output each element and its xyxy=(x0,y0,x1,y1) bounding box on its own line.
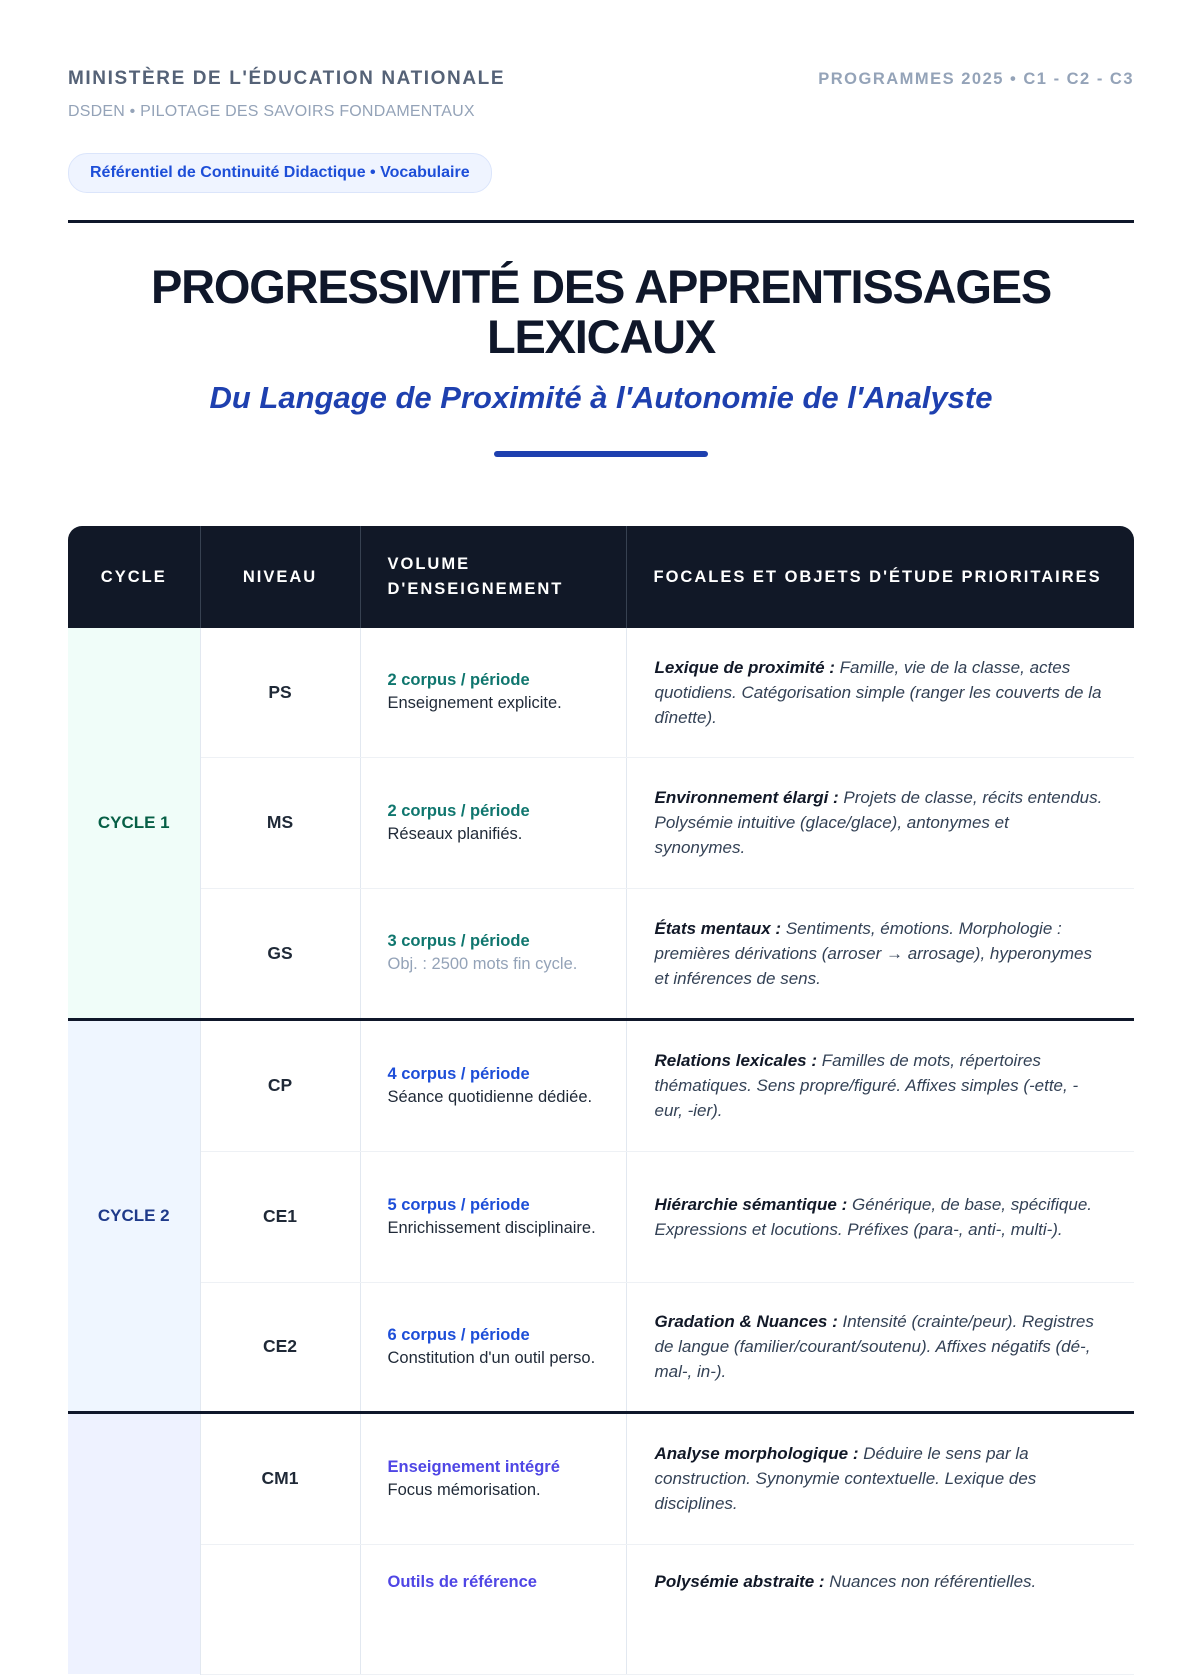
niveau-cell: PS xyxy=(200,628,360,757)
niveau-cell: CP xyxy=(200,1019,360,1151)
niveau-cell: MS xyxy=(200,757,360,888)
table-row xyxy=(68,1412,1134,1544)
header-volume-line-2: D'ENSEIGNEMENT xyxy=(387,580,564,598)
table-row xyxy=(68,1019,1134,1151)
niveau-cell: CE1 xyxy=(200,1151,360,1282)
focus-title: Polysémie abstraite : xyxy=(654,1571,825,1591)
niveau-cell: CE2 xyxy=(200,1282,360,1412)
volume-label: 5 corpus / période xyxy=(387,1195,530,1214)
title-accent-bar xyxy=(494,451,708,457)
niveau-cell: GS xyxy=(200,888,360,1019)
page-title xyxy=(68,262,1134,362)
volume-cell xyxy=(360,1544,626,1674)
volume-cell xyxy=(360,1151,626,1282)
volume-cell xyxy=(360,1019,626,1151)
focus-cell xyxy=(626,1019,1134,1151)
focus-text: Générique, de base, spécifique. Expressions et locutions. Préfixes (para-, anti-, multi-). xyxy=(654,1194,1093,1239)
focus-cell xyxy=(626,757,1134,888)
table-row xyxy=(68,1151,1134,1282)
progression-table xyxy=(68,526,1134,1675)
focus-title: Gradation & Nuances : xyxy=(654,1312,838,1331)
referentiel-badge: Référentiel de Continuité Didactique • Vocabulaire xyxy=(68,153,492,193)
volume-cell xyxy=(360,757,626,888)
volume-cell xyxy=(360,1412,626,1544)
volume-label: 2 corpus / période xyxy=(387,801,530,820)
table-row xyxy=(68,1282,1134,1412)
volume-note: Obj. : 2500 mots fin cycle. xyxy=(387,955,578,973)
focus-text: Sentiments, émotions. Morphologie : premières dérivations (arroser → arrosage), hyperonymes et inférences de sens. xyxy=(654,918,1092,988)
focus-title: États mentaux : xyxy=(654,918,782,938)
focus-cell xyxy=(626,628,1134,757)
header-niveau: NIVEAU xyxy=(200,526,360,628)
focus-title: Analyse morphologique : xyxy=(654,1444,859,1463)
focus-title: Environnement élargi : xyxy=(654,788,839,807)
header-focales: FOCALES ET OBJETS D'ÉTUDE PRIORITAIRES xyxy=(626,526,1134,628)
page-title-line-1: PROGRESSIVITÉ DES APPRENTISSAGES xyxy=(150,260,1052,313)
focus-cell xyxy=(626,1151,1134,1282)
cycle-cell: CYCLE 2 xyxy=(68,1019,200,1412)
volume-cell xyxy=(360,888,626,1019)
table-header-row xyxy=(68,526,1134,628)
volume-note: Focus mémorisation. xyxy=(387,1480,541,1499)
volume-note: Constitution d'un outil perso. xyxy=(387,1348,596,1367)
focus-text: Nuances non référentielles. xyxy=(824,1571,1037,1591)
volume-label: 2 corpus / période xyxy=(387,671,530,690)
focus-text: Familles de mots, répertoires thématiques. Sens propre/figuré. Affixes simples (-ette, -eur, -ier). xyxy=(654,1051,1079,1120)
focus-cell xyxy=(626,888,1134,1019)
niveau-cell xyxy=(200,1544,360,1674)
dsden-subtitle: DSDEN • PILOTAGE DES SAVOIRS FONDAMENTAUX xyxy=(68,103,475,120)
volume-label: Outils de référence xyxy=(387,1572,537,1591)
focus-title: Relations lexicales : xyxy=(654,1051,818,1070)
header-volume xyxy=(360,526,626,628)
focus-cell xyxy=(626,1412,1134,1544)
niveau-cell: CM1 xyxy=(200,1412,360,1544)
cycle-cell xyxy=(68,1412,200,1674)
header-cycle: CYCLE xyxy=(68,526,200,628)
volume-label: Enseignement intégré xyxy=(387,1457,560,1476)
focus-text: Déduire le sens par la construction. Synonymie contextuelle. Lexique des disciplines. xyxy=(654,1444,1037,1513)
volume-label: 4 corpus / période xyxy=(387,1064,530,1083)
header-volume-line-1: VOLUME xyxy=(387,555,471,573)
volume-note: Enrichissement disciplinaire. xyxy=(387,1218,596,1237)
focus-cell xyxy=(626,1544,1134,1674)
page-title-line-2: LEXICAUX xyxy=(486,310,716,363)
document-page xyxy=(68,0,1134,1591)
ministry-name: MINISTÈRE DE L'ÉDUCATION NATIONALE xyxy=(68,68,506,89)
volume-cell xyxy=(360,628,626,757)
volume-note: Séance quotidienne dédiée. xyxy=(387,1087,593,1106)
table-row xyxy=(68,1544,1134,1674)
table-row xyxy=(68,888,1134,1019)
volume-label: 3 corpus / période xyxy=(387,932,530,950)
table-row xyxy=(68,757,1134,888)
volume-note: Enseignement explicite. xyxy=(387,694,562,713)
volume-cell xyxy=(360,1282,626,1412)
focus-text: Intensité (crainte/peur). Registres de langue (familier/courant/soutenu). Affixes négatifs (dé-, mal-, in-). xyxy=(654,1312,1094,1381)
focus-text: Projets de classe, récits entendus. Polysémie intuitive (glace/glace), antonymes et synonymes. xyxy=(654,788,1103,857)
volume-label: 6 corpus / période xyxy=(387,1325,530,1344)
table-row xyxy=(68,628,1134,757)
focus-text: Famille, vie de la classe, actes quotidiens. Catégorisation simple (ranger les couverts de la dînette). xyxy=(654,657,1102,727)
cycle-cell: CYCLE 1 xyxy=(68,628,200,1019)
header-divider xyxy=(68,220,1134,223)
focus-cell xyxy=(626,1282,1134,1412)
document-header xyxy=(68,0,1134,120)
focus-title: Hiérarchie sémantique : xyxy=(654,1194,848,1214)
volume-note: Réseaux planifiés. xyxy=(387,824,523,843)
page-subtitle: Du Langage de Proximité à l'Autonomie de l'Analyste xyxy=(209,380,993,415)
focus-title: Lexique de proximité : xyxy=(654,657,835,677)
programmes-label: PROGRAMMES 2025 • C1 - C2 - C3 xyxy=(818,70,1134,88)
